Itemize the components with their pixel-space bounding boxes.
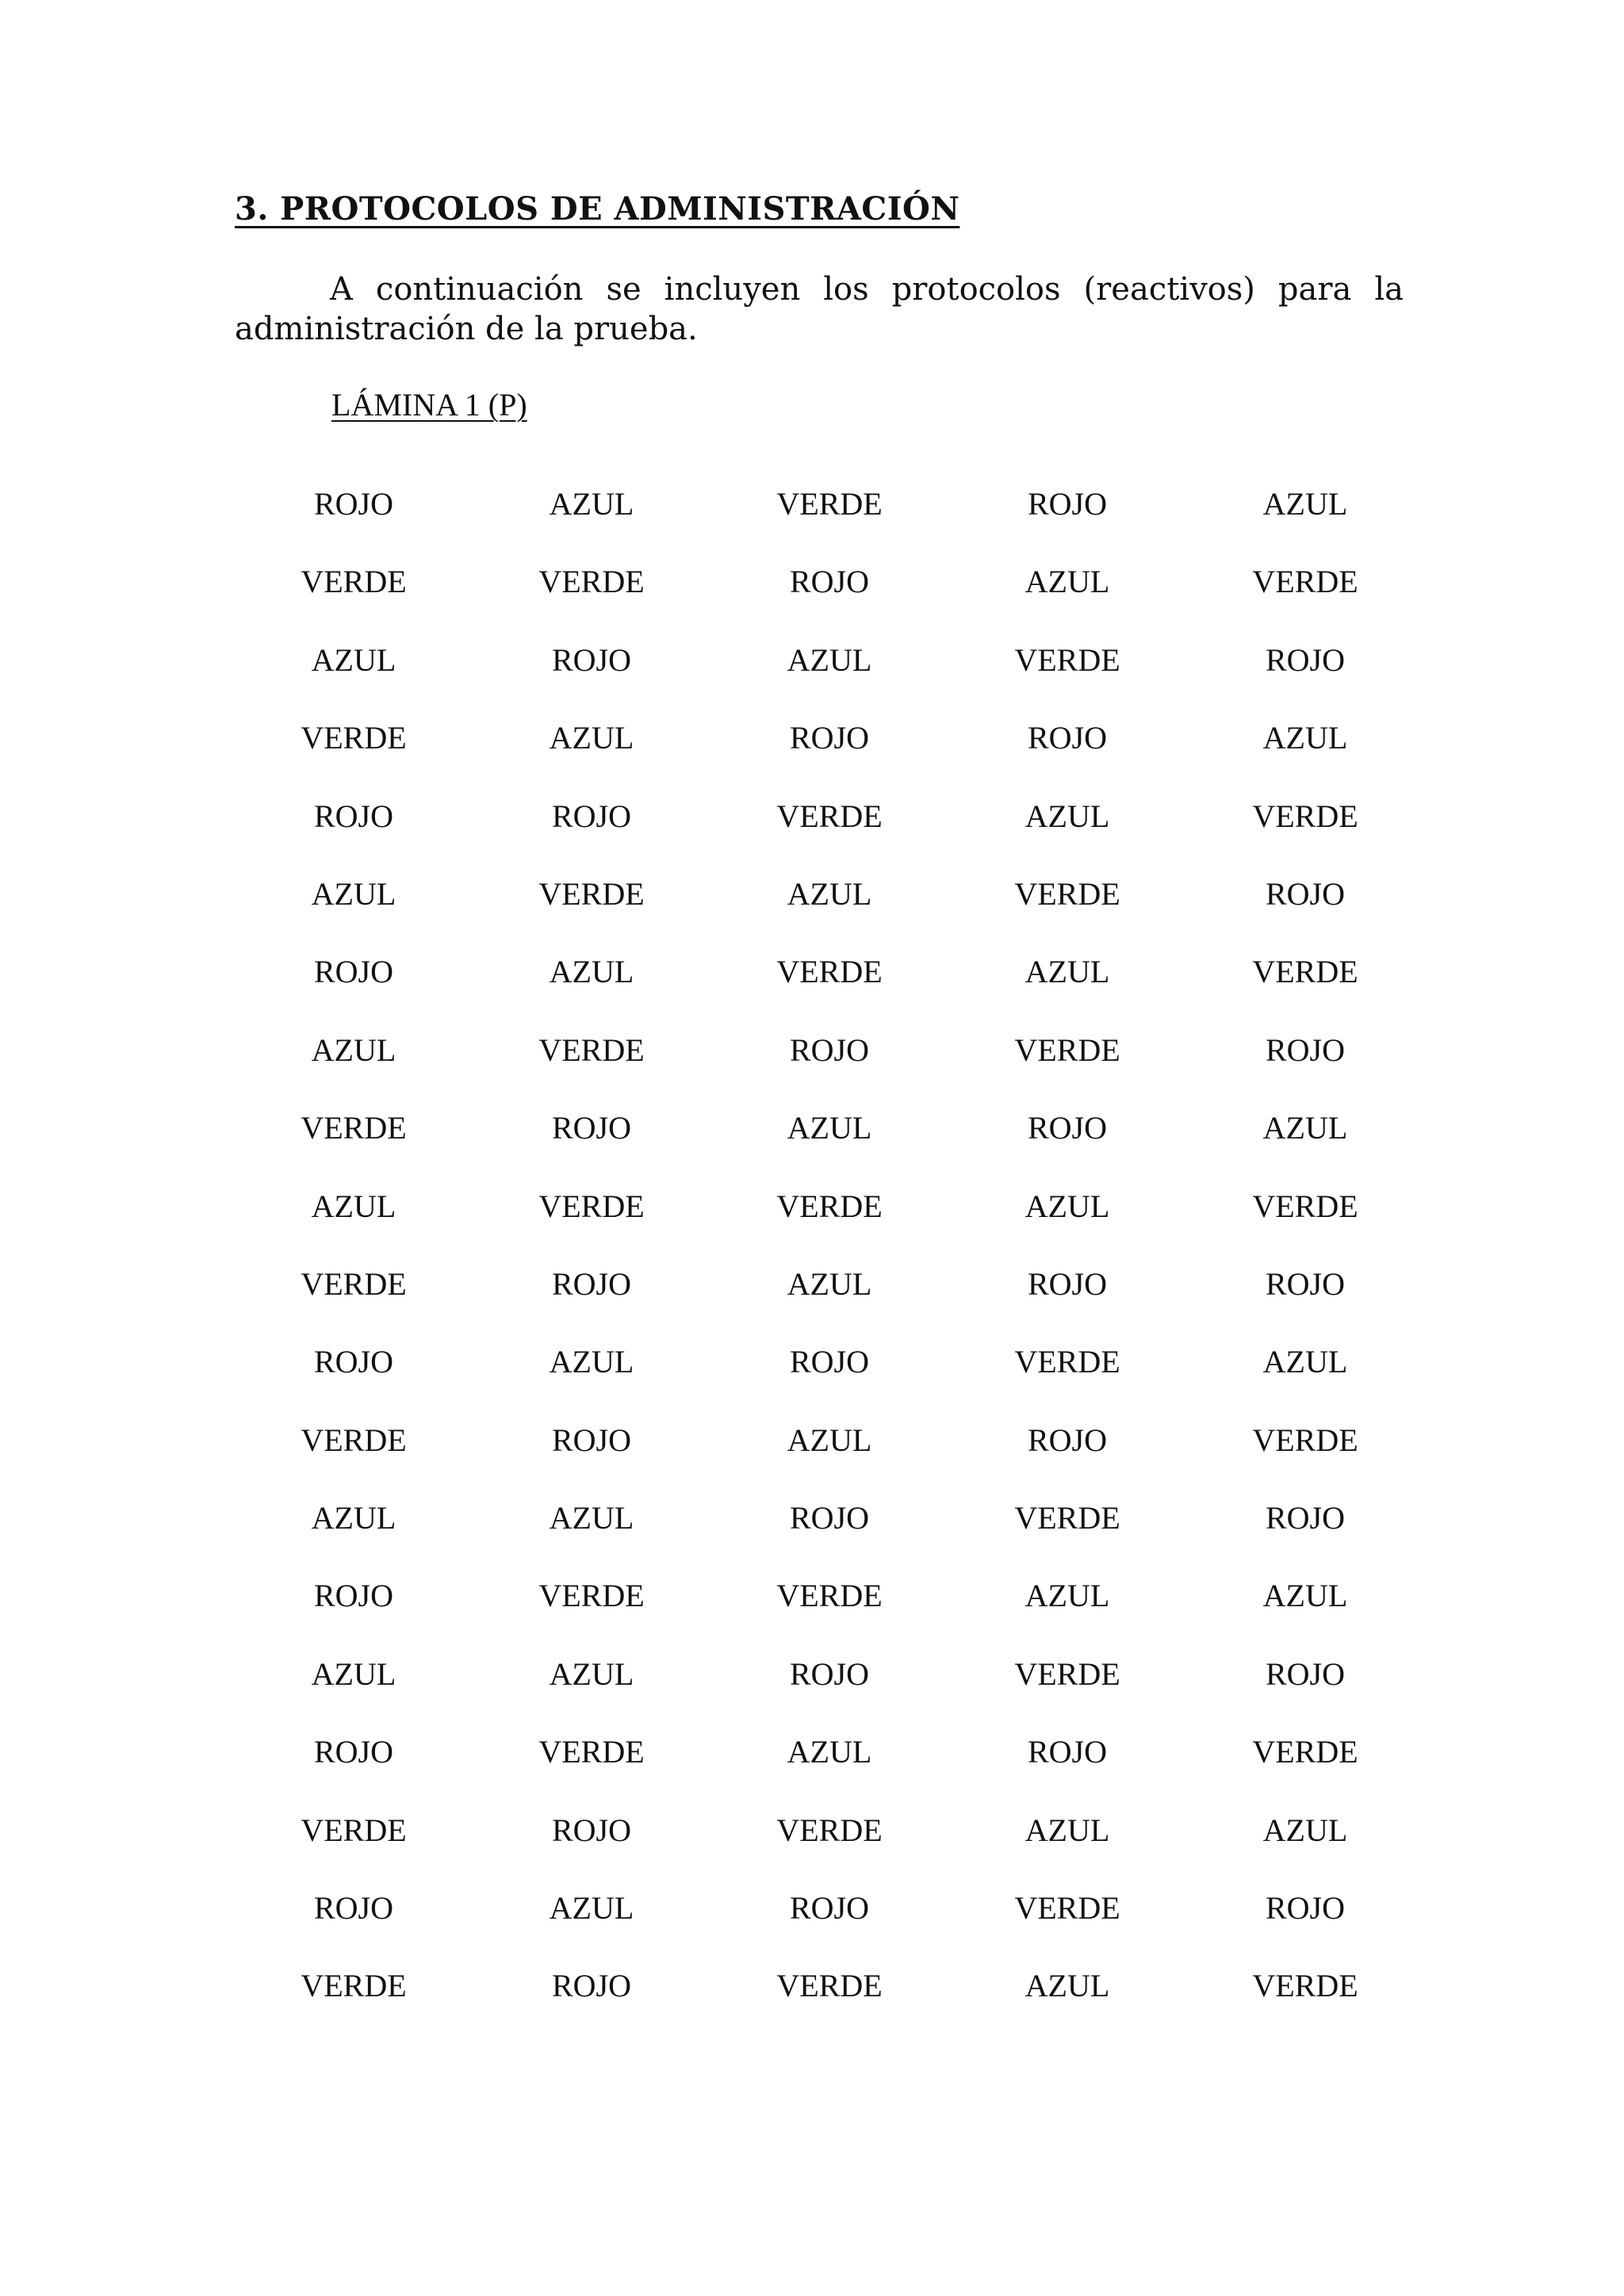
word-cell: VERDE <box>1014 1500 1120 1536</box>
word-cell: ROJO <box>1027 1265 1108 1302</box>
word-cell: ROJO <box>313 1890 394 1927</box>
word-cell: ROJO <box>1027 1422 1108 1458</box>
word-cell: ROJO <box>1265 1031 1346 1068</box>
intro-paragraph: A continuación se incluyen los protocolos (reactivos) para la administración de la prueba. <box>235 271 1404 347</box>
word-cell: VERDE <box>1252 954 1358 990</box>
word-cell: AZUL <box>311 875 396 912</box>
word-cell: AZUL <box>549 720 634 756</box>
word-cell: AZUL <box>787 641 872 678</box>
word-cell: AZUL <box>1262 1578 1348 1614</box>
word-cell: AZUL <box>311 641 396 678</box>
word-cell: AZUL <box>1262 1110 1348 1146</box>
word-cell: ROJO <box>1265 641 1346 678</box>
word-cell: AZUL <box>1025 1188 1110 1224</box>
word-cell: ROJO <box>1027 486 1108 522</box>
word-cell: AZUL <box>549 1500 634 1536</box>
word-cell: ROJO <box>551 1422 632 1458</box>
word-cell: AZUL <box>311 1500 396 1536</box>
word-cell: AZUL <box>1262 720 1348 756</box>
word-grid <box>235 485 1424 2045</box>
word-cell: VERDE <box>1252 564 1358 600</box>
word-cell: VERDE <box>1014 875 1120 912</box>
section-heading: 3. PROTOCOLOS DE ADMINISTRACIÓN <box>235 190 960 228</box>
word-cell: VERDE <box>776 486 883 522</box>
word-cell: ROJO <box>313 486 394 522</box>
word-cell: VERDE <box>1252 798 1358 834</box>
word-cell: VERDE <box>1252 1734 1358 1770</box>
word-cell: AZUL <box>787 1110 872 1146</box>
word-cell: ROJO <box>313 1734 394 1770</box>
word-cell: VERDE <box>538 564 645 600</box>
word-cell: ROJO <box>313 1344 394 1380</box>
word-cell: VERDE <box>776 954 883 990</box>
word-cell: VERDE <box>538 1578 645 1614</box>
word-cell: VERDE <box>1252 1188 1358 1224</box>
word-cell: VERDE <box>301 1110 407 1146</box>
word-cell: ROJO <box>1265 1890 1346 1927</box>
word-cell: VERDE <box>776 1812 883 1848</box>
word-cell: ROJO <box>789 1655 870 1692</box>
word-cell: VERDE <box>1014 641 1120 678</box>
word-cell: AZUL <box>549 954 634 990</box>
word-cell: ROJO <box>551 1110 632 1146</box>
word-cell: VERDE <box>776 1578 883 1614</box>
word-cell: ROJO <box>789 720 870 756</box>
sheet-label: LÁMINA 1 (P) <box>331 387 527 423</box>
word-cell: VERDE <box>301 1422 407 1458</box>
word-cell: VERDE <box>301 564 407 600</box>
word-cell: ROJO <box>313 1578 394 1614</box>
word-cell: VERDE <box>301 1968 407 2004</box>
word-cell: VERDE <box>538 1188 645 1224</box>
word-cell: VERDE <box>301 720 407 756</box>
word-cell: VERDE <box>1252 1422 1358 1458</box>
word-cell: AZUL <box>787 1422 872 1458</box>
word-cell: AZUL <box>1025 564 1110 600</box>
word-cell: ROJO <box>551 641 632 678</box>
word-cell: ROJO <box>789 1500 870 1536</box>
word-cell: VERDE <box>776 1188 883 1224</box>
word-cell: AZUL <box>549 1655 634 1692</box>
word-cell: VERDE <box>538 1031 645 1068</box>
word-cell: AZUL <box>787 1734 872 1770</box>
word-cell: VERDE <box>301 1812 407 1848</box>
word-cell: VERDE <box>1014 1655 1120 1692</box>
word-cell: ROJO <box>789 564 870 600</box>
word-cell: ROJO <box>1265 875 1346 912</box>
word-cell: ROJO <box>1265 1265 1346 1302</box>
word-cell: ROJO <box>313 798 394 834</box>
word-cell: ROJO <box>551 1265 632 1302</box>
word-cell: VERDE <box>776 1968 883 2004</box>
word-cell: AZUL <box>1025 1812 1110 1848</box>
word-cell: AZUL <box>311 1655 396 1692</box>
word-cell: AZUL <box>549 1890 634 1927</box>
word-cell: AZUL <box>1025 798 1110 834</box>
word-cell: AZUL <box>311 1031 396 1068</box>
word-cell: VERDE <box>1014 1890 1120 1927</box>
word-cell: ROJO <box>313 954 394 990</box>
word-cell: AZUL <box>1262 1344 1348 1380</box>
word-cell: ROJO <box>789 1890 870 1927</box>
word-cell: AZUL <box>787 875 872 912</box>
word-cell: ROJO <box>551 1968 632 2004</box>
word-cell: ROJO <box>551 1812 632 1848</box>
word-cell: ROJO <box>1027 720 1108 756</box>
word-cell: ROJO <box>1027 1734 1108 1770</box>
word-cell: ROJO <box>789 1344 870 1380</box>
word-cell: AZUL <box>549 1344 634 1380</box>
word-cell: VERDE <box>1014 1344 1120 1380</box>
word-cell: VERDE <box>1014 1031 1120 1068</box>
word-cell: ROJO <box>1027 1110 1108 1146</box>
word-cell: AZUL <box>1025 1968 1110 2004</box>
word-cell: AZUL <box>787 1265 872 1302</box>
word-cell: ROJO <box>1265 1655 1346 1692</box>
word-cell: AZUL <box>1262 486 1348 522</box>
word-cell: AZUL <box>1025 954 1110 990</box>
word-cell: ROJO <box>551 798 632 834</box>
word-cell: VERDE <box>538 1734 645 1770</box>
word-cell: ROJO <box>1265 1500 1346 1536</box>
word-cell: AZUL <box>1025 1578 1110 1614</box>
word-cell: VERDE <box>301 1265 407 1302</box>
word-cell: ROJO <box>789 1031 870 1068</box>
word-cell: VERDE <box>538 875 645 912</box>
word-cell: AZUL <box>1262 1812 1348 1848</box>
word-cell: VERDE <box>776 798 883 834</box>
word-cell: AZUL <box>549 486 634 522</box>
word-cell: AZUL <box>311 1188 396 1224</box>
word-cell: VERDE <box>1252 1968 1358 2004</box>
